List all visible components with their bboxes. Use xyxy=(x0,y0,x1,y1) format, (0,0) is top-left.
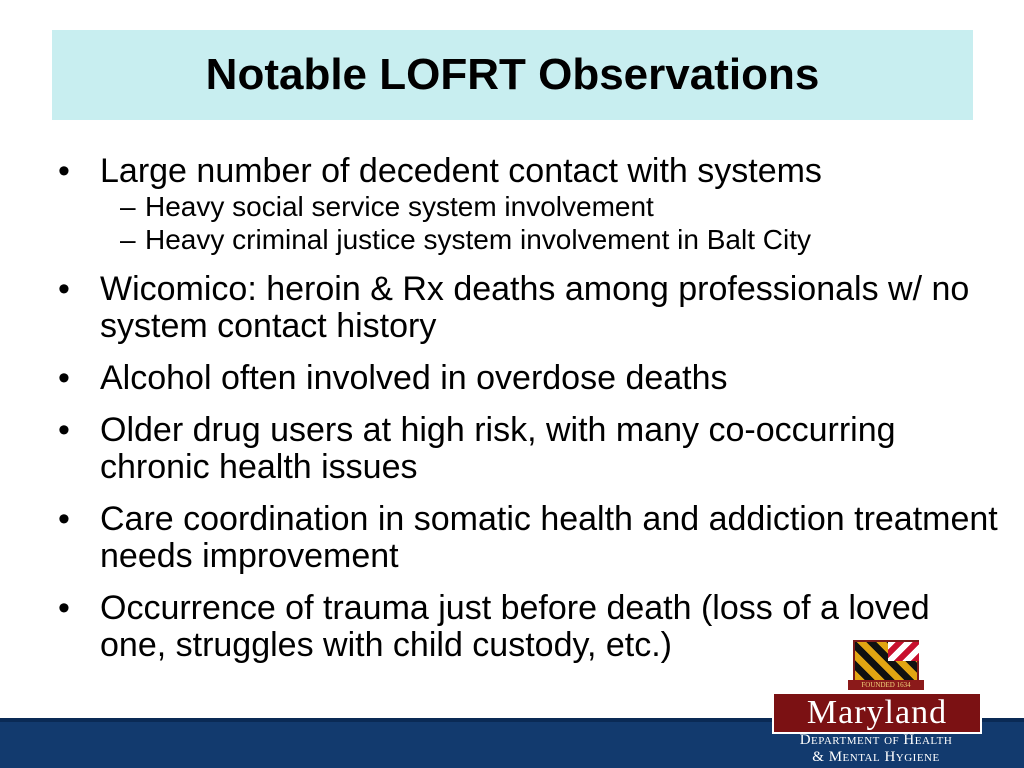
bullet-text: Older drug users at high risk, with many co-occurring chronic health issues xyxy=(100,411,896,486)
bullet-dot: • xyxy=(58,359,70,397)
logo-department-line2: & Mental Hygiene xyxy=(812,749,940,765)
sub-list xyxy=(100,190,998,256)
sub-item xyxy=(100,223,998,256)
bullet-dot: • xyxy=(58,411,70,449)
sub-item xyxy=(100,190,998,223)
bullet-dot: • xyxy=(58,152,70,190)
logo-department-line1: Department of Health xyxy=(799,732,953,748)
bullet-text: Care coordination in somatic health and addiction treatment needs improvement xyxy=(100,500,998,575)
bullet-text: Wicomico: heroin & Rx deaths among professionals w/ no system contact history xyxy=(100,270,970,345)
sub-item-text: Heavy social service system involvement xyxy=(145,191,654,222)
title-bar xyxy=(52,30,973,120)
slide-title: Notable LOFRT Observations xyxy=(205,50,820,99)
logo-department xyxy=(768,732,984,766)
bullet-dot: • xyxy=(58,589,70,627)
sub-item-text: Heavy criminal justice system involvement in Balt City xyxy=(145,224,811,255)
bullet-text: Large number of decedent contact with systems xyxy=(100,152,822,190)
bullet-item xyxy=(58,360,998,397)
logo-ribbon: FOUNDED 1634 xyxy=(848,680,924,690)
maryland-dhmh-logo xyxy=(768,640,1004,768)
bullet-item xyxy=(58,271,998,345)
bullet-dot: • xyxy=(58,500,70,538)
bullet-item xyxy=(58,153,998,256)
sub-dash: – xyxy=(120,191,136,222)
bullet-list xyxy=(58,153,998,679)
bullet-text: Occurrence of trauma just before death (loss of a loved one, struggles with child custody, etc.) xyxy=(100,589,930,664)
maryland-flag-icon xyxy=(853,640,919,682)
logo-state-name: Maryland xyxy=(772,692,982,734)
sub-dash: – xyxy=(120,224,136,255)
bullet-item xyxy=(58,412,998,486)
bullet-dot: • xyxy=(58,270,70,308)
bullet-text: Alcohol often involved in overdose deaths xyxy=(100,359,728,397)
bullet-item xyxy=(58,501,998,575)
